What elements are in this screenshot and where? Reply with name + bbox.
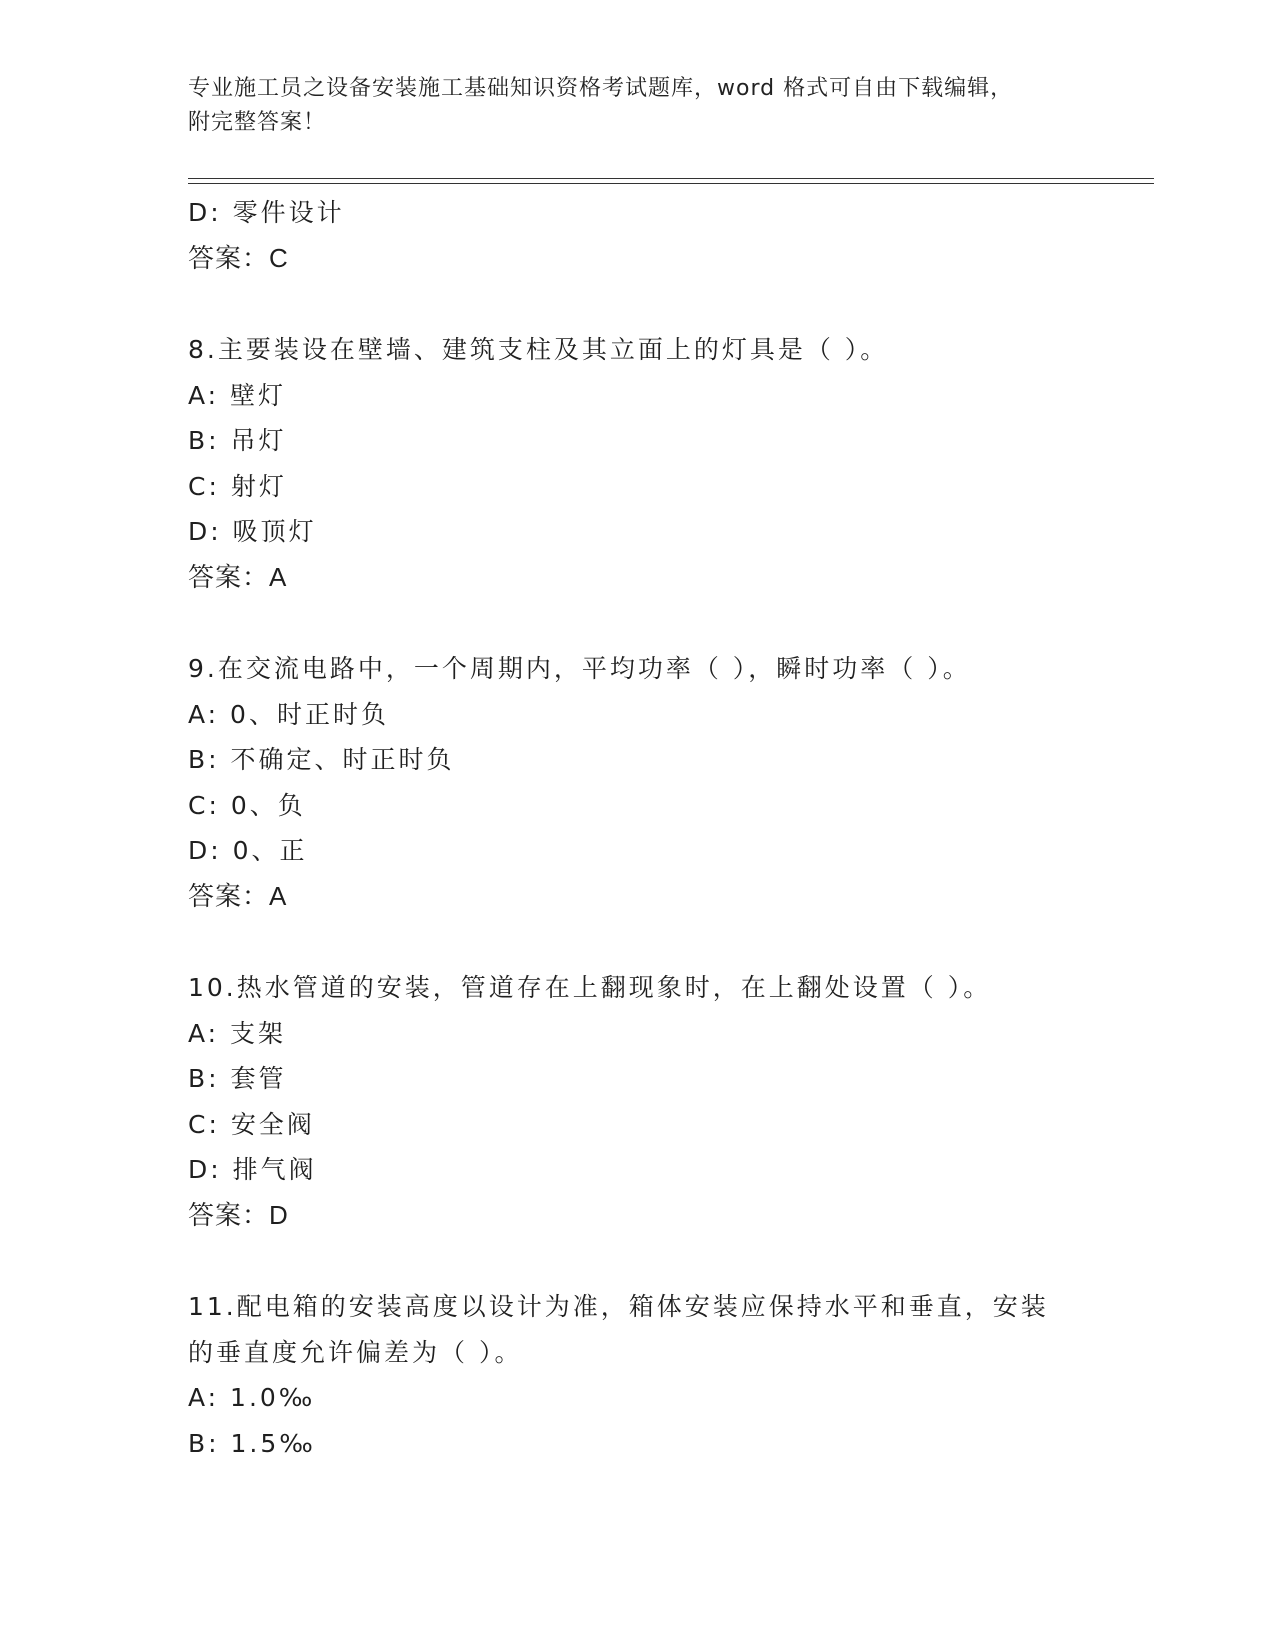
question-stem: 10.热水管道的安装，管道存在上翻现象时，在上翻处设置（ ）。 [188, 973, 992, 1002]
spacer [188, 281, 1088, 327]
option-a: A: 0、时正时负 [188, 699, 389, 729]
answer: 答案：D [188, 1199, 289, 1230]
question-11 [188, 1284, 1088, 1466]
spacer [188, 1238, 1088, 1284]
answer: 答案：A [188, 561, 288, 592]
option-a: A: 支架 [188, 1018, 287, 1048]
option-b: B: 1.5‰ [188, 1428, 316, 1458]
option-a: A: 1.0‰ [188, 1383, 316, 1412]
prev-answer: 答案：C [188, 242, 289, 273]
option-b: B: 套管 [188, 1064, 287, 1093]
option-a: A: 壁灯 [188, 380, 287, 410]
question-stem: 9.在交流电路中，一个周期内，平均功率（ ），瞬时功率（ ）。 [188, 654, 971, 683]
option-c: C: 0、负 [188, 790, 306, 820]
spacer [188, 600, 1088, 646]
header-line-1: 专业施工员之设备安装施工基础知识资格考试题库，word 格式可自由下载编辑， [188, 76, 1014, 101]
spacer [188, 919, 1088, 965]
option-b: B: 吊灯 [188, 426, 287, 455]
page-header [188, 72, 1068, 140]
header-divider-top [188, 178, 1154, 179]
question-8 [188, 327, 1088, 600]
question-stem: 8.主要装设在壁墙、建筑支柱及其立面上的灯具是（ ）。 [188, 335, 889, 364]
question-list [188, 190, 1088, 1466]
question-stem-line-2: 的垂直度允许偏差为（ ）。 [188, 1337, 523, 1367]
question-stem-line-1: 11.配电箱的安装高度以设计为准，箱体安装应保持水平和垂直，安装 [188, 1292, 1049, 1321]
option-d: D: 吸顶灯 [188, 517, 317, 546]
question-10 [188, 965, 1088, 1238]
prev-option-d: D: 零件设计 [188, 198, 345, 227]
option-c: C: 安全阀 [188, 1109, 315, 1139]
option-d: D: 排气阀 [188, 1155, 317, 1184]
answer: 答案：A [188, 880, 288, 911]
option-b: B: 不确定、时正时负 [188, 745, 455, 774]
header-divider-bottom [188, 183, 1154, 184]
option-c: C: 射灯 [188, 471, 287, 501]
question-9 [188, 646, 1088, 919]
header-line-2: 附完整答案！ [188, 110, 327, 135]
option-d: D: 0、正 [188, 836, 308, 865]
